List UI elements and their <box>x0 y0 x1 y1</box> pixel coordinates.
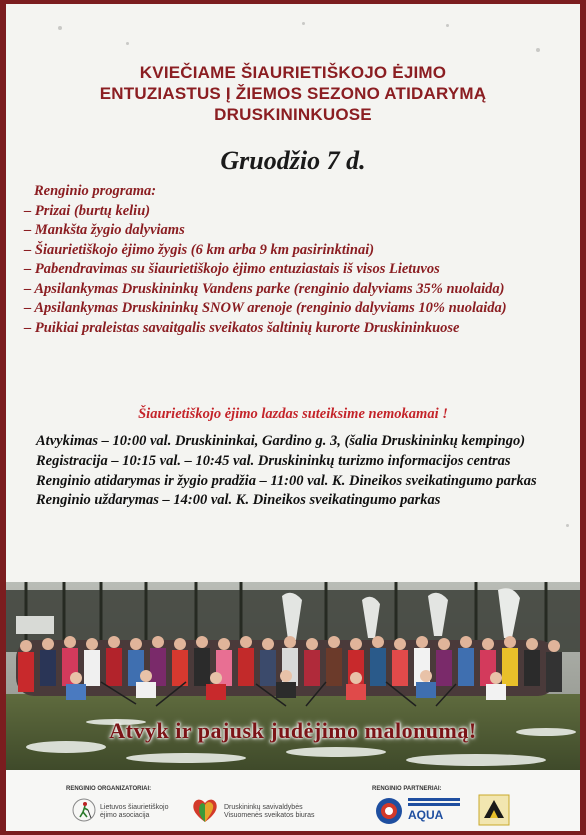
schedule-item: Registracija – 10:15 val. – 10:45 val. Druskininkų turizmo informacijos centras <box>36 452 511 469</box>
program-item: – Pabendravimas su šiaurietiškojo ėjimo entuziastais iš visos Lietuvos <box>24 261 440 277</box>
organizer-logo-walker <box>72 798 96 822</box>
program-item: – Apsilankymas Druskininkų SNOW arenoje (renginio dalyviams 10% nuolaida) <box>24 300 507 316</box>
aqua-logo-icon <box>374 796 404 826</box>
aqua-line <box>408 798 460 801</box>
partner-emblem-icon <box>478 794 510 826</box>
organizer-1-name: Lietuvos šiaurietiškojo ėjimo asociacija <box>100 804 169 819</box>
schedule-item: Renginio atidarymas ir žygio pradžia – 11:00 val. K. Dineikos sveikatingumo parkas <box>36 472 537 489</box>
partners-label: RENGINIO PARTNERIAI: <box>372 786 442 792</box>
aqua-wordmark: AQUA <box>408 808 444 822</box>
crowd <box>16 636 562 706</box>
paper-speck <box>302 22 305 25</box>
slogan: Atvyk ir pajusk judėjimo malonumą! <box>109 718 477 743</box>
heart-logo-icon <box>190 796 220 824</box>
headline <box>6 62 580 125</box>
headline-line: DRUSKININKUOSE <box>214 105 372 124</box>
poster-body <box>6 4 580 831</box>
paper-speck <box>536 48 540 52</box>
program-title: Renginio programa: <box>34 183 157 199</box>
sticks-note: Šiaurietiškojo ėjimo lazdas suteiksime nemokamai ! <box>138 406 448 422</box>
program-item: – Puikiai praleistas savaitgalis sveikatos šaltinių kurorte Druskininkuose <box>24 319 460 336</box>
organizers-label: RENGINIO ORGANIZATORIAI: <box>66 786 152 792</box>
program-item: – Mankšta žygio dalyviams <box>24 222 185 238</box>
headline-line: KVIEČIAME ŠIAURIETIŠKOJO ĖJIMO <box>139 63 447 82</box>
partner-logo-aqua <box>374 796 404 826</box>
nordic-walker-icon <box>72 798 96 822</box>
event-date: Gruodžio 7 d. <box>220 146 366 175</box>
paper-speck <box>58 26 62 30</box>
partner-aqua-text <box>408 798 464 822</box>
program-section <box>24 182 580 338</box>
schedule-item: Atvykimas – 10:00 val. Druskininkai, Gardino g. 3, (šalia Druskininkų kempingo) <box>36 433 526 449</box>
organizer-logo-heart <box>190 796 220 824</box>
schedule-section <box>36 432 580 511</box>
program-item: – Apsilankymas Druskininkų Vandens parke (renginio dalyviams 35% nuolaida) <box>24 280 505 297</box>
footer <box>6 770 580 831</box>
program-item: – Prizai (burtų keliu) <box>24 202 151 219</box>
paper-speck <box>126 42 129 45</box>
partner-logo-2 <box>478 794 510 826</box>
paper-speck <box>446 24 449 27</box>
organizer-2-name: Druskininkų savivaldybės Visuomenės sveikatos biuras <box>224 804 315 819</box>
program-item: – Šiaurietiškojo ėjimo žygis (6 km arba 9 km pasirinktinai) <box>24 241 375 258</box>
aqua-line <box>408 803 460 806</box>
paper-speck <box>566 524 569 527</box>
schedule-item: Renginio uždarymas – 14:00 val. K. Dineikos sveikatingumo parkas <box>36 492 441 509</box>
headline-line: ENTUZIASTUS Į ŽIEMOS SEZONO ATIDARYMĄ <box>99 84 487 103</box>
